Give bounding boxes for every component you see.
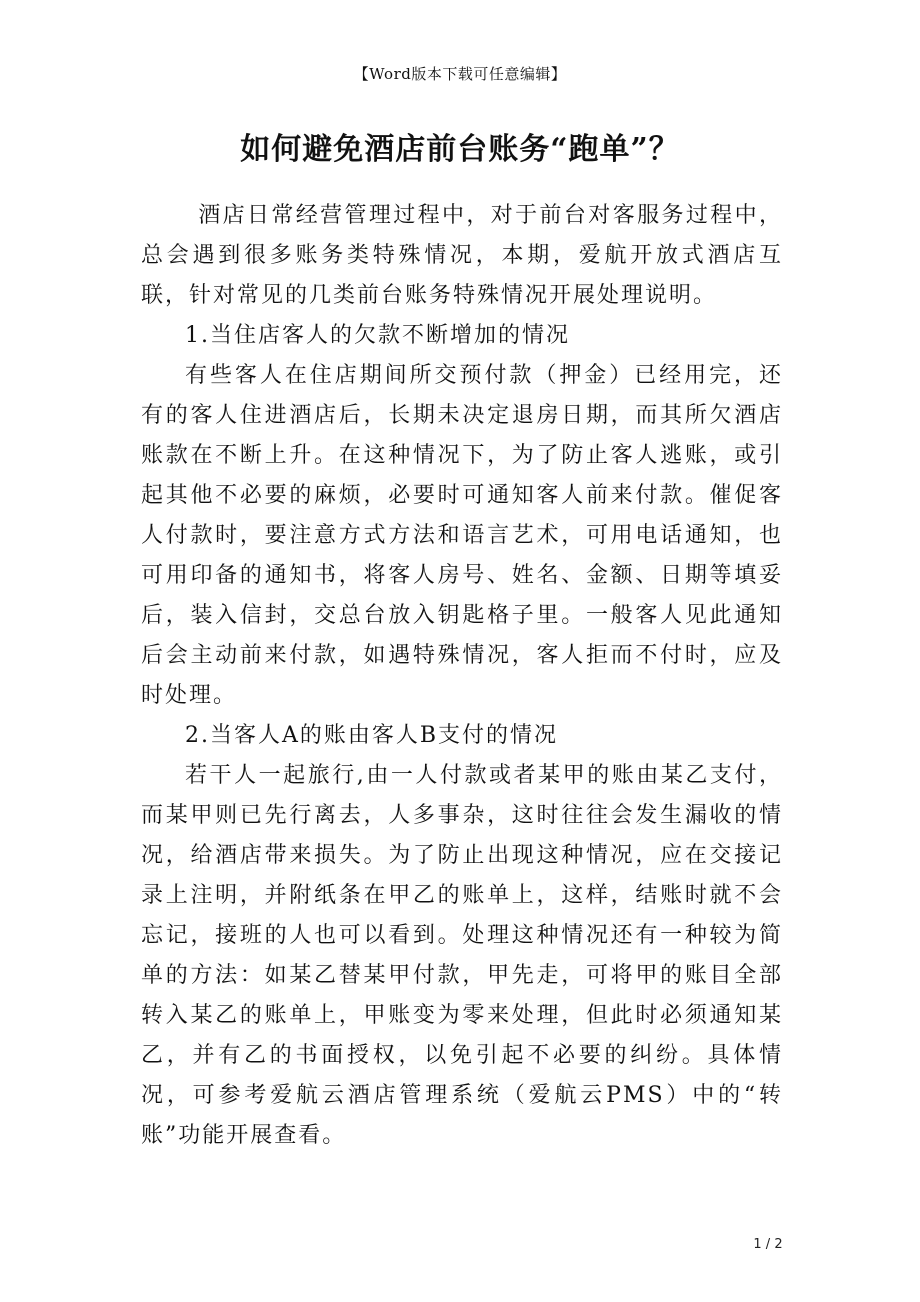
article-body — [141, 196, 783, 1156]
section-2-paragraph: 若干人一起旅行,由一人付款或者某甲的账由某乙支付，而某甲则已先行离去，人多事杂，这时往往会发生漏收的情况，给酒店带来损失。为了防止出现这种情况，应在交接记录上注明，并附纸条在甲乙的账单上，这样，结账时就不会忘记，接班的人也可以看到。处理这种情况还有一种较为简单的方法：如某乙替某甲付款，甲先走，可将甲的账目全部转入某乙的账单上，甲账变为零来处理，但此时必须通知某乙，并有乙的书面授权，以免引起不必要的纠纷。具体情况，可参考爱航云酒店管理系统（爱航云PMS）中的“转账”功能开展查看。 — [141, 763, 783, 1148]
section-1-heading: 1.当住店客人的欠款不断增加的情况 — [185, 323, 570, 348]
download-note: 【Word版本下载可任意编辑】 — [353, 65, 567, 83]
page-number: 1 / 2 — [753, 1237, 783, 1252]
section-2-heading: 2.当客人A的账由客人B支付的情况 — [185, 723, 559, 748]
page-title: 如何避免酒店前台账务“跑单”？ — [240, 132, 680, 167]
section-1-paragraph: 有些客人在住店期间所交预付款（押金）已经用完，还有的客人住进酒店后，长期未决定退房日期，而其所欠酒店账款在不断上升。在这种情况下，为了防止客人逃账，或引起其他不必要的麻烦，必要时可通知客人前来付款。催促客人付款时，要注意方式方法和语言艺术，可用电话通知，也可用印备的通知书，将客人房号、姓名、金额、日期等填妥后，装入信封，交总台放入钥匙格子里。一般客人见此通知后会主动前来付款，如遇特殊情况，客人拒而不付时，应及时处理。 — [141, 363, 783, 708]
intro-paragraph: 酒店日常经营管理过程中，对于前台对客服务过程中，总会遇到很多账务类特殊情况，本期，爱航开放式酒店互联，针对常见的几类前台账务特殊情况开展处理说明。 — [141, 203, 783, 308]
